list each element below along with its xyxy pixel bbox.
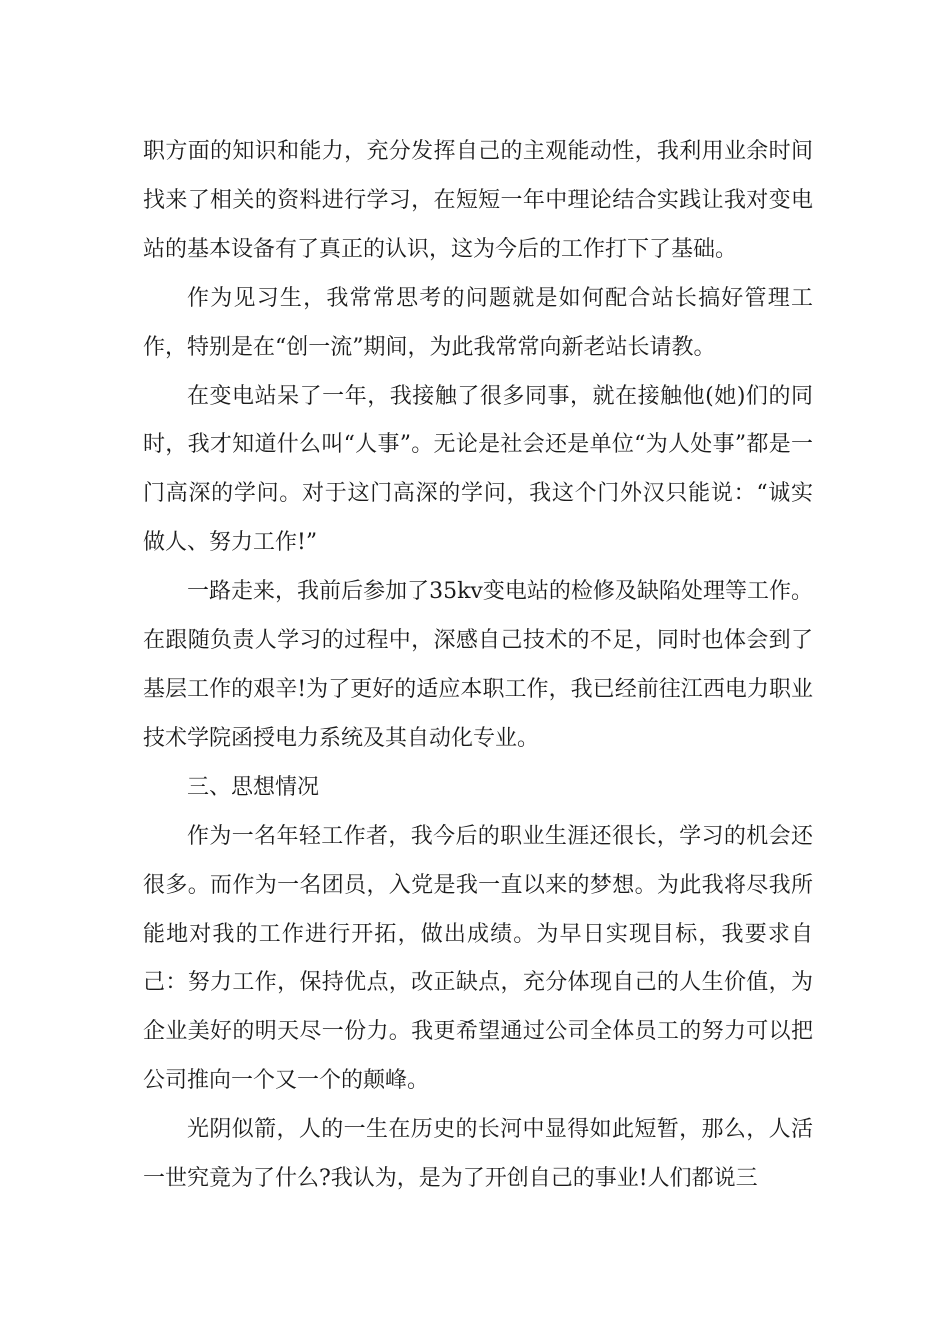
paragraph-5: 作为一名年轻工作者，我今后的职业生涯还很长，学习的机会还很多。而作为一名团员，入党是我一直以来的梦想。为此我将尽我所能地对我的工作进行开拓，做出成绩。为早日实现目标，我要求自己：努力工作，保持优点，改正缺点，充分体现自己的人生价值，为企业美好的明天尽一份力。我更希望通过公司全体员工的努力可以把公司推向一个又一个的颠峰。 bbox=[143, 823, 813, 1094]
document-body bbox=[143, 128, 813, 1204]
paragraph-1: 职方面的知识和能力，充分发挥自己的主观能动性，我利用业余时间找来了相关的资料进行学习，在短短一年中理论结合实践让我对变电站的基本设备有了真正的认识，这为今后的工作打下了基础。 bbox=[143, 139, 813, 262]
paragraph-6: 光阴似箭，人的一生在历史的长河中显得如此短暂，那么，人活一世究竟为了什么?我认为，是为了开创自己的事业!人们都说三 bbox=[143, 1117, 813, 1192]
paragraph-2: 作为见习生，我常常思考的问题就是如何配合站长搞好管理工作，特别是在“创一流”期间，为此我常常向新老站长请教。 bbox=[143, 285, 813, 360]
paragraph-3: 在变电站呆了一年，我接触了很多同事，就在接触他(她)们的同时，我才知道什么叫“人事”。无论是社会还是单位“为人处事”都是一门高深的学问。对于这门高深的学问，我这个门外汉只能说：“诚实做人、努力工作!” bbox=[143, 383, 813, 556]
section-heading: 三、思想情况 bbox=[187, 774, 320, 800]
paragraph-4: 一路走来，我前后参加了35kv变电站的检修及缺陷处理等工作。在跟随负责人学习的过程中，深感自己技术的不足，同时也体会到了基层工作的艰辛!为了更好的适应本职工作，我已经前往江西电力职业技术学院函授电力系统及其自动化专业。 bbox=[143, 579, 813, 751]
